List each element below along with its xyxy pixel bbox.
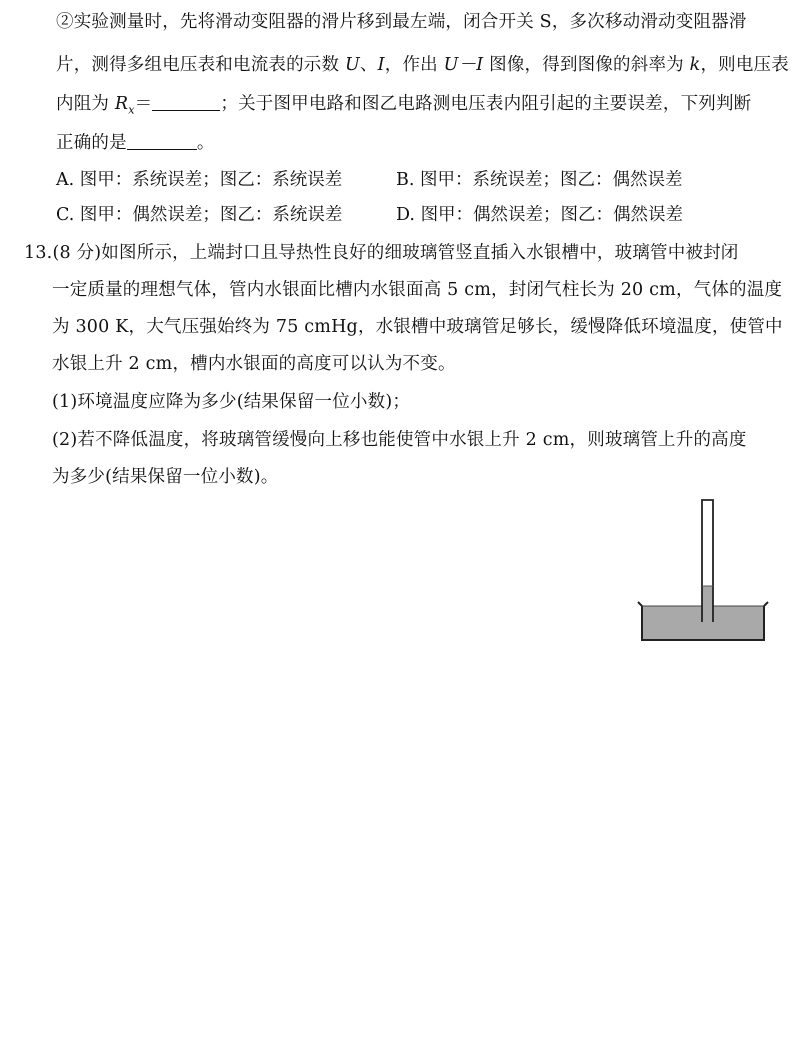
option-b[interactable] (396, 168, 683, 192)
q13-subquestion-2-line-2: 为多少(结果保留一位小数)。 (52, 467, 279, 487)
option-letter: B. (396, 170, 415, 190)
tube-mercury-figure (632, 498, 772, 646)
option-a[interactable] (56, 168, 342, 192)
var-r: R (114, 94, 129, 114)
ui-graph-label: U－I (443, 55, 484, 75)
tube-mercury-column (702, 586, 713, 622)
text-segment: ，作出 (384, 55, 444, 75)
q13-line-3: 为 300 K，大气压强始终为 75 cmHg，水银槽中玻璃管足够长，缓慢降低环境温度，使管中 (52, 317, 783, 337)
q13-line-1 (24, 241, 739, 265)
text-segment: ；关于图甲电路和图乙电路测电压表内阻引起的主要误差，下列判断 (220, 94, 752, 114)
q13-subquestion-1: (1)环境温度应降为多少(结果保留一位小数)； (52, 392, 411, 412)
var-k: k (689, 55, 701, 75)
option-c[interactable] (56, 203, 342, 227)
separator: 、 (359, 55, 378, 75)
option-letter: C. (56, 205, 75, 225)
text-segment: ，则电压表 (700, 55, 789, 75)
text-segment: 内阻为 (56, 94, 115, 114)
option-d[interactable] (396, 203, 683, 227)
option-text: 图甲：偶然误差；图乙：系统误差 (79, 205, 343, 225)
option-text: 图甲：系统误差；图乙：系统误差 (79, 170, 343, 190)
option-letter: D. (396, 205, 415, 225)
question-number: 13. (24, 243, 53, 263)
q13-line-2: 一定质量的理想气体，管内水银面比槽内水银面高 5 cm，封闭气柱长为 20 cm，气体的温度 (52, 280, 783, 300)
text-segment: 如图所示，上端封口且导热性良好的细玻璃管竖直插入水银槽中，玻璃管中被封闭 (101, 243, 739, 263)
question-points: (8 分) (52, 243, 102, 263)
part2-line-2 (56, 53, 789, 77)
text-segment: 正确的是 (56, 133, 127, 153)
text-segment: 。 (196, 133, 215, 153)
part2-line-3 (56, 92, 751, 123)
option-letter: A. (56, 170, 75, 190)
part2-line-4 (56, 131, 215, 155)
option-text: 图甲：偶然误差；图乙：偶然误差 (420, 205, 684, 225)
var-i: I (377, 55, 385, 75)
text-segment: 图像，得到图像的斜率为 (483, 55, 690, 75)
equals-sign: ＝ (134, 94, 153, 114)
option-text: 图甲：系统误差；图乙：偶然误差 (420, 170, 683, 190)
var-u: U (344, 55, 360, 75)
part2-line-1: ②实验测量时，先将滑动变阻器的滑片移到最左端，闭合开关 S，多次移动滑动变阻器滑 (56, 12, 747, 32)
answer-blank-rx[interactable] (152, 92, 220, 111)
text-segment: 片，测得多组电压表和电流表的示数 (56, 55, 345, 75)
subscript-x: x (128, 103, 135, 117)
q13-line-4: 水银上升 2 cm，槽内水银面的高度可以认为不变。 (52, 354, 456, 374)
q13-subquestion-2-line-1: (2)若不降低温度，将玻璃管缓慢向上移也能使管中水银上升 2 cm，则玻璃管上升的高度 (52, 430, 747, 450)
answer-blank-choice[interactable] (127, 131, 197, 150)
